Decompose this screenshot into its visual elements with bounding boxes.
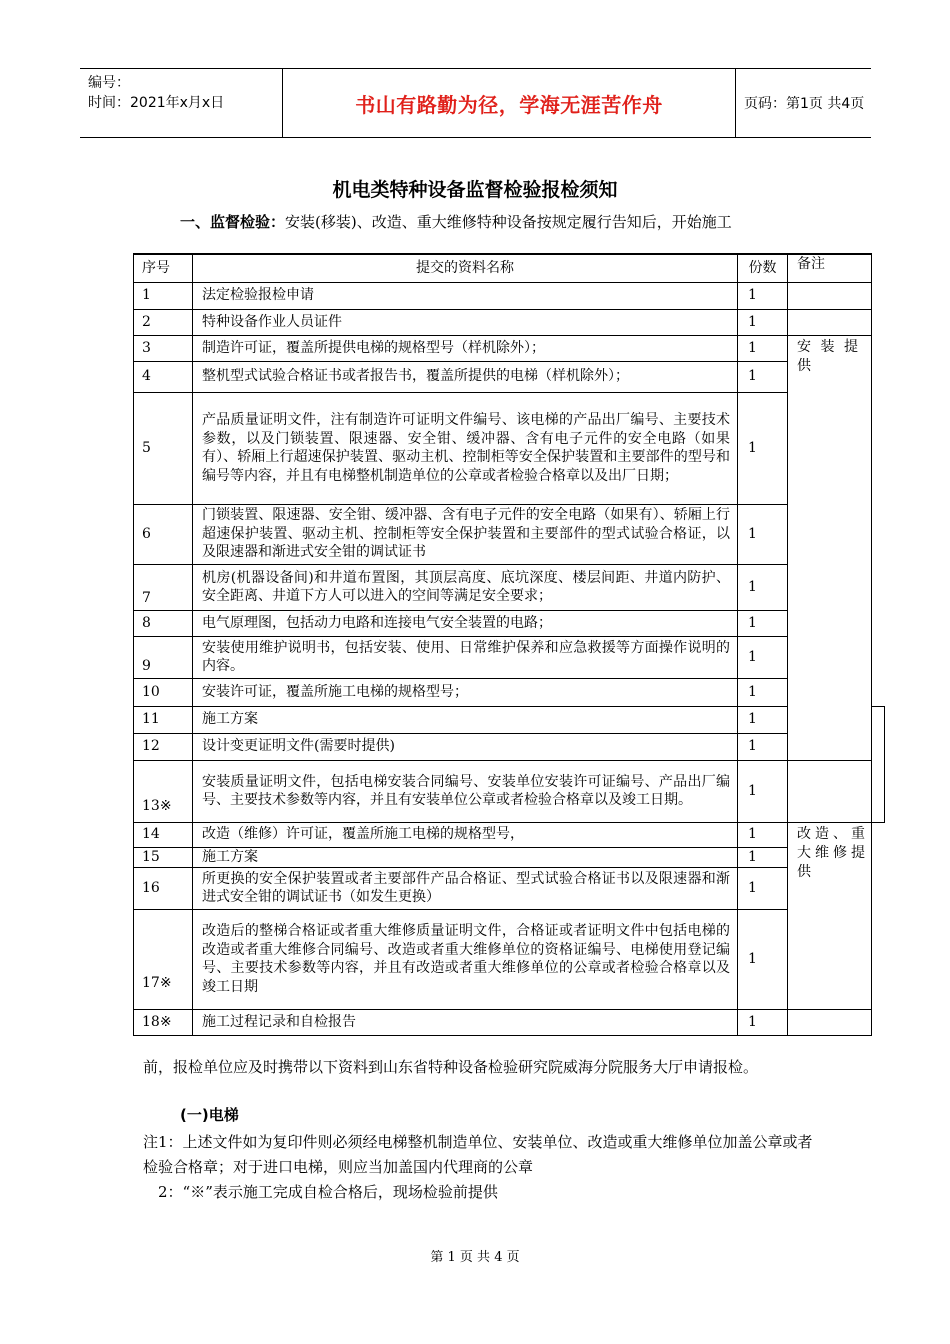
document-header <box>80 68 871 138</box>
row-name: 安装许可证，覆盖所施工电梯的规格型号； <box>193 678 738 706</box>
note-1: 注1：上述文件如为复印件则必须经电梯整机制造单位、安装单位、改造或重大维修单位加盖公章或者检验合格章；对于进口电梯，则应当加盖国内代理商的公章 <box>143 1133 813 1176</box>
row-count: 1 <box>738 564 788 610</box>
row-name: 改造后的整梯合格证或者重大维修质量证明文件，合格证或者证明文件中包括电梯的改造或者重大维修合同编号、改造或者重大维修单位的资格证编号、电梯使用登记编号、主要技术参数等内容，并且有改造或者重大维修单位的公章或者检验合格章以及竣工日期 <box>193 909 738 1009</box>
document-title: 机电类特种设备监督检验报检须知 <box>332 179 618 201</box>
header-name: 提交的资料名称 <box>193 254 738 282</box>
row-name: 电气原理图，包括动力电路和连接电气安全装置的电路； <box>193 610 738 636</box>
table-row <box>134 309 885 335</box>
table-row <box>134 564 885 610</box>
row-name: 整机型式试验合格证书或者报告书，覆盖所提供的电梯（样机除外）； <box>193 361 738 392</box>
row-name: 制造许可证，覆盖所提供电梯的规格型号（样机除外）； <box>193 335 738 361</box>
row-no: 3 <box>134 335 193 361</box>
table-header-row <box>134 254 885 282</box>
table-row <box>134 760 885 822</box>
header-page-info: 页码：第1页 共4页 <box>744 96 865 112</box>
table-row <box>134 1009 885 1035</box>
table-row <box>134 678 885 706</box>
row-note <box>788 282 872 309</box>
row-no: 11 <box>134 706 193 733</box>
row-no: 13※ <box>134 760 193 822</box>
table-row <box>134 822 885 847</box>
table-row <box>134 847 885 867</box>
table-row <box>134 361 885 392</box>
row-no: 7 <box>134 564 193 610</box>
row-no: 8 <box>134 610 193 636</box>
time-label: 时间：2021年x月x日 <box>88 95 225 111</box>
note-2: 2：“※”表示施工完成自检合格后，现场检验前提供 <box>158 1183 498 1201</box>
header-no: 序号 <box>134 254 193 282</box>
row-name: 施工过程记录和自检报告 <box>193 1009 738 1035</box>
header-meta <box>80 69 282 137</box>
row-no: 15 <box>134 847 193 867</box>
row-no: 9 <box>134 636 193 678</box>
row-count: 1 <box>738 610 788 636</box>
section-1-heading <box>180 211 732 232</box>
row-name: 施工方案 <box>193 847 738 867</box>
row-no: 2 <box>134 309 193 335</box>
row-name: 设计变更证明文件(需要时提供) <box>193 733 738 760</box>
row-count: 1 <box>738 309 788 335</box>
row-count: 1 <box>738 282 788 309</box>
number-label: 编号： <box>88 75 130 91</box>
row-name: 安装质量证明文件，包括电梯安装合同编号、安装单位安装许可证编号、产品出厂编号、主要技术参数等内容，并且有安装单位公章或者检验合格章以及竣工日期。 <box>193 760 738 822</box>
row-no: 16 <box>134 867 193 909</box>
row-count: 1 <box>738 760 788 822</box>
header-note: 备注 <box>788 254 872 282</box>
row-count: 1 <box>738 706 788 733</box>
table-row <box>134 282 885 309</box>
row-count: 1 <box>738 335 788 361</box>
table-row <box>134 504 885 564</box>
row-no: 1 <box>134 282 193 309</box>
row-name: 所更换的安全保护装置或者主要部件产品合格证、型式试验合格证书以及限速器和渐进式安全钳的调试证书（如发生更换） <box>193 867 738 909</box>
section-1-text: 安装(移装)、改造、重大维修特种设备按规定履行告知后，开始施工 <box>285 213 732 231</box>
table-row <box>134 909 885 1009</box>
row-no: 12 <box>134 733 193 760</box>
row-name: 产品质量证明文件，注有制造许可证明文件编号、该电梯的产品出厂编号、主要技术参数，以及门锁装置、限速器、安全钳、缓冲器、含有电子元件的安全电路（如果有）、轿厢上行超速保护装置、驱动主机、控制柜等安全保护装置和主要部件的型号和编号等内容，并且有电梯整机制造单位的公章或者检验合格章以及出厂日期； <box>193 392 738 504</box>
table-row <box>134 867 885 909</box>
note-install: 安装提供 <box>788 335 872 760</box>
header-motto <box>282 69 736 137</box>
note-modify: 改造、重大维修提供 <box>788 822 872 1009</box>
table-row <box>134 733 885 760</box>
row-no: 18※ <box>134 1009 193 1035</box>
row-no: 4 <box>134 361 193 392</box>
row-name: 施工方案 <box>193 706 738 733</box>
materials-table <box>133 253 885 1036</box>
row-count: 1 <box>738 867 788 909</box>
row-name: 机房(机器设备间)和井道布置图，其顶层高度、底坑深度、楼层间距、井道内防护、安全距离、井道下方人可以进入的空间等满足安全要求； <box>193 564 738 610</box>
row-count: 1 <box>738 847 788 867</box>
header-count: 份数 <box>738 254 788 282</box>
row-count: 1 <box>738 361 788 392</box>
row-count: 1 <box>738 392 788 504</box>
table-row <box>134 636 885 678</box>
row-name: 门锁装置、限速器、安全钳、缓冲器、含有电子元件的安全电路（如果有）、轿厢上行超速保护装置、驱动主机、控制柜等安全保护装置和主要部件的型式试验合格证，以及限速器和渐进式安全钳的调试证书 <box>193 504 738 564</box>
row-count: 1 <box>738 504 788 564</box>
row-count: 1 <box>738 733 788 760</box>
paragraph-submit: 前，报检单位应及时携带以下资料到山东省特种设备检验研究院威海分院服务大厅申请报检。 <box>143 1058 759 1076</box>
row-count: 1 <box>738 822 788 847</box>
row-no: 14 <box>134 822 193 847</box>
row-no: 5 <box>134 392 193 504</box>
row-name: 法定检验报检申请 <box>193 282 738 309</box>
row-name: 安装使用维护说明书，包括安装、使用、日常维护保养和应急救援等方面操作说明的内容。 <box>193 636 738 678</box>
table-row <box>134 706 885 733</box>
subheading-elevator: (一)电梯 <box>180 1106 239 1124</box>
table-row <box>134 610 885 636</box>
row-note <box>872 706 885 822</box>
row-count: 1 <box>738 678 788 706</box>
section-1-label: 一、监督检验： <box>180 213 286 231</box>
row-count: 1 <box>738 909 788 1009</box>
table-row <box>134 392 885 504</box>
row-no: 10 <box>134 678 193 706</box>
row-count: 1 <box>738 1009 788 1035</box>
row-no: 17※ <box>134 909 193 1009</box>
row-no: 6 <box>134 504 193 564</box>
row-name: 改造（维修）许可证，覆盖所施工电梯的规格型号， <box>193 822 738 847</box>
row-name: 特种设备作业人员证件 <box>193 309 738 335</box>
row-count: 1 <box>738 636 788 678</box>
row-note <box>788 309 872 335</box>
page-footer: 第 1 页 共 4 页 <box>430 1250 520 1265</box>
motto-text: 书山有路勤为径，学海无涯苦作舟 <box>355 92 663 117</box>
row-note <box>788 1009 872 1035</box>
table-row <box>134 335 885 361</box>
